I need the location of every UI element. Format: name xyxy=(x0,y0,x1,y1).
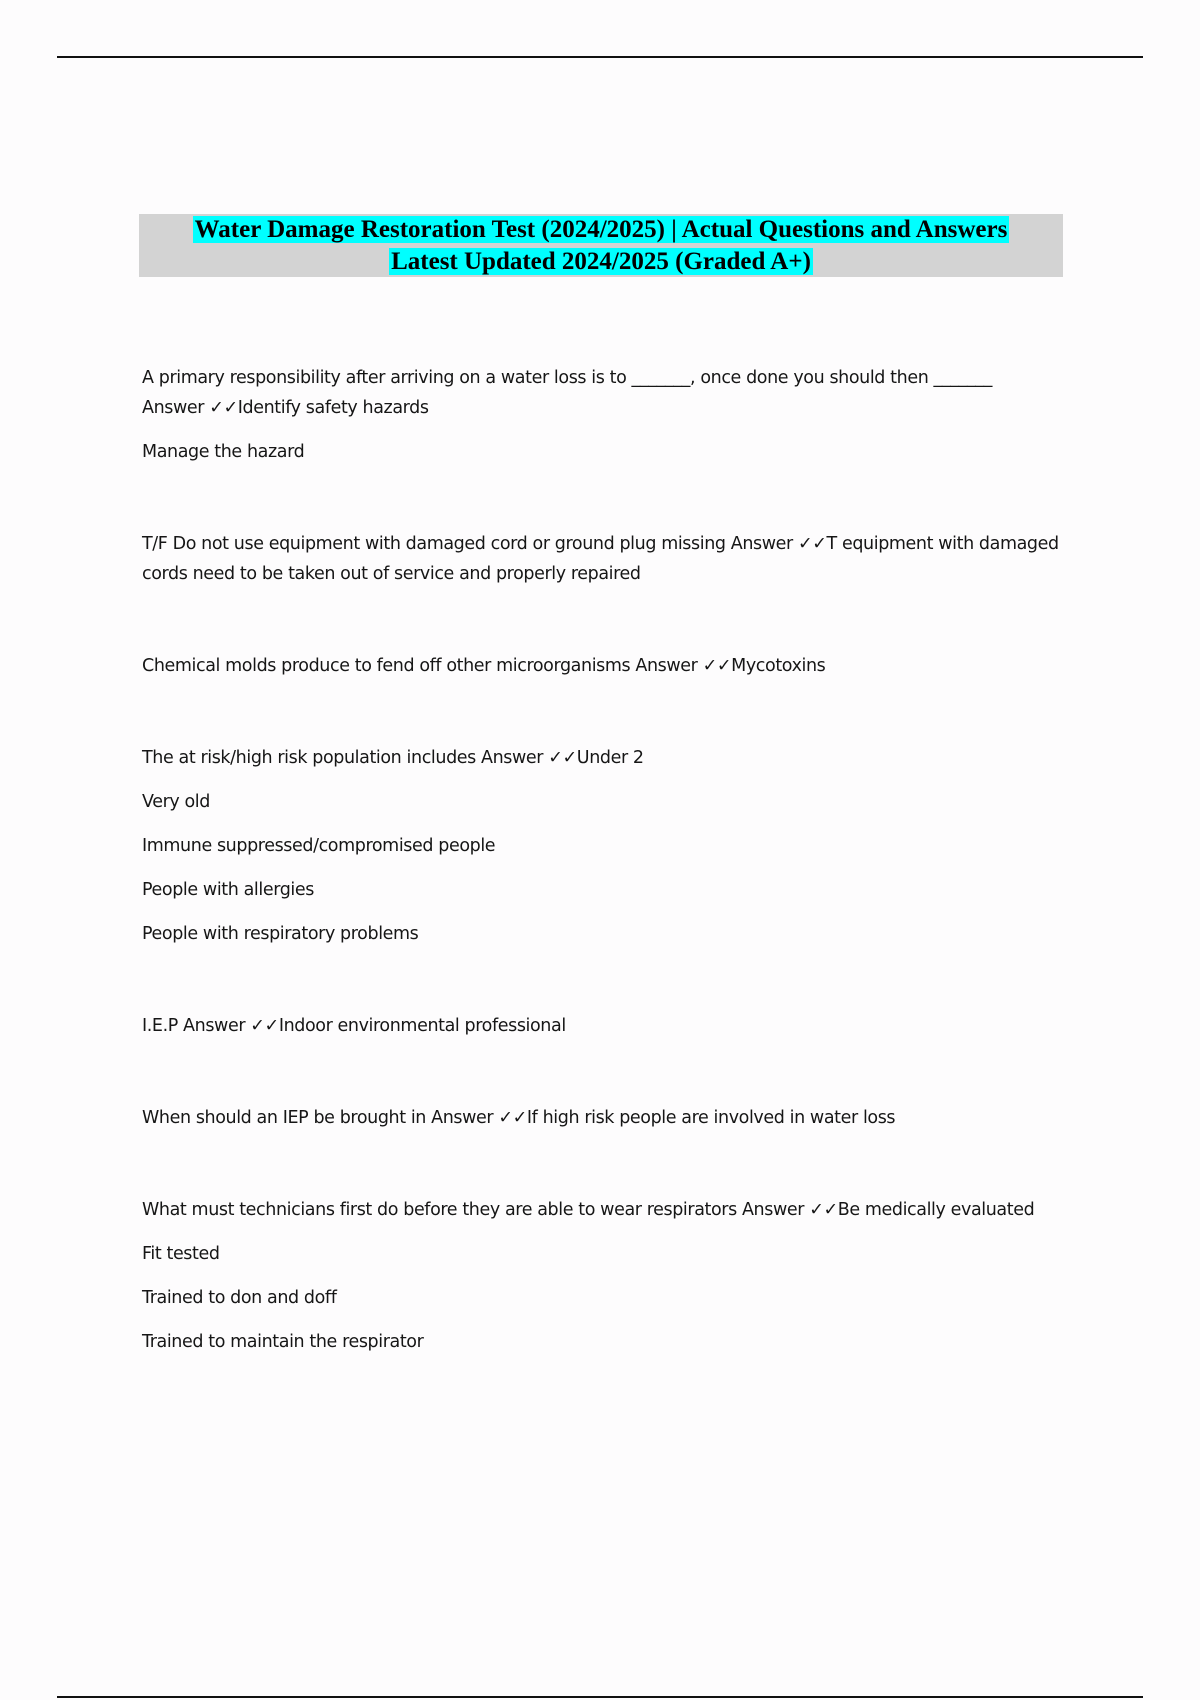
question-2 xyxy=(142,529,1062,589)
double-check-icon: ✓✓ xyxy=(250,1016,279,1036)
qa-item-3 xyxy=(142,651,1062,681)
header-rule xyxy=(57,56,1143,58)
qa-item-2 xyxy=(142,529,1062,589)
double-check-icon: ✓✓ xyxy=(809,1200,838,1220)
answer-text: Under 2 xyxy=(576,748,644,768)
document-title xyxy=(139,214,1063,278)
answer-item: Fit tested xyxy=(142,1244,220,1264)
qa-item-5 xyxy=(142,1011,1062,1041)
question-7 xyxy=(142,1195,1062,1225)
answer-text: Identify safety hazards xyxy=(237,398,429,418)
double-check-icon: ✓✓ xyxy=(797,534,827,554)
answer-item: Manage the hazard xyxy=(142,442,305,462)
question-text: T/F Do not use equipment with damaged cord or ground plug missing Answer xyxy=(142,534,798,554)
question-text: What must technicians first do before they are able to wear respirators Answer xyxy=(142,1200,810,1220)
question-4 xyxy=(142,743,1062,773)
answer-item: Very old xyxy=(142,792,210,812)
question-text: I.E.P Answer xyxy=(142,1016,251,1036)
question-text: Chemical molds produce to fend off other microorganisms Answer xyxy=(142,656,703,676)
double-check-icon: ✓✓ xyxy=(548,748,577,768)
qa-item-4 xyxy=(142,743,1062,949)
double-check-icon: ✓✓ xyxy=(209,398,238,418)
answer-text: Indoor environmental professional xyxy=(278,1016,566,1036)
answer-item: Immune suppressed/compromised people xyxy=(142,836,496,856)
question-3 xyxy=(142,651,1062,681)
title-line-1: Water Damage Restoration Test (2024/2025) | Actual Questions and Answers xyxy=(194,216,1008,243)
qa-item-1 xyxy=(142,363,1062,467)
qa-item-7 xyxy=(142,1195,1062,1357)
question-6 xyxy=(142,1103,1062,1133)
question-1 xyxy=(142,363,1062,423)
footer-rule xyxy=(57,1696,1143,1698)
double-check-icon: ✓✓ xyxy=(498,1108,527,1128)
question-5 xyxy=(142,1011,1062,1041)
answer-text: If high risk people are involved in water loss xyxy=(526,1108,896,1128)
question-text: When should an IEP be brought in Answer xyxy=(142,1108,499,1128)
question-text: A primary responsibility after arriving on a water loss is to _______, once done you should then _______ xyxy=(142,368,993,388)
answer-item: People with allergies xyxy=(142,880,314,900)
qa-list xyxy=(142,363,1062,1419)
answer-text: T equipment with damaged cords need to be taken out of service and properly repaired xyxy=(142,534,1059,584)
answer-text: Be medically evaluated xyxy=(837,1200,1035,1220)
qa-item-6 xyxy=(142,1103,1062,1133)
question-text: The at risk/high risk population includes Answer xyxy=(142,748,549,768)
answer-text: Mycotoxins xyxy=(731,656,826,676)
double-check-icon: ✓✓ xyxy=(702,656,732,676)
answer-item: Trained to don and doff xyxy=(142,1288,337,1308)
answer-item: People with respiratory problems xyxy=(142,924,419,944)
title-line-2: Latest Updated 2024/2025 (Graded A+) xyxy=(391,248,811,275)
answer-item: Trained to maintain the respirator xyxy=(142,1332,424,1352)
answer-prefix: Answer xyxy=(142,398,210,418)
